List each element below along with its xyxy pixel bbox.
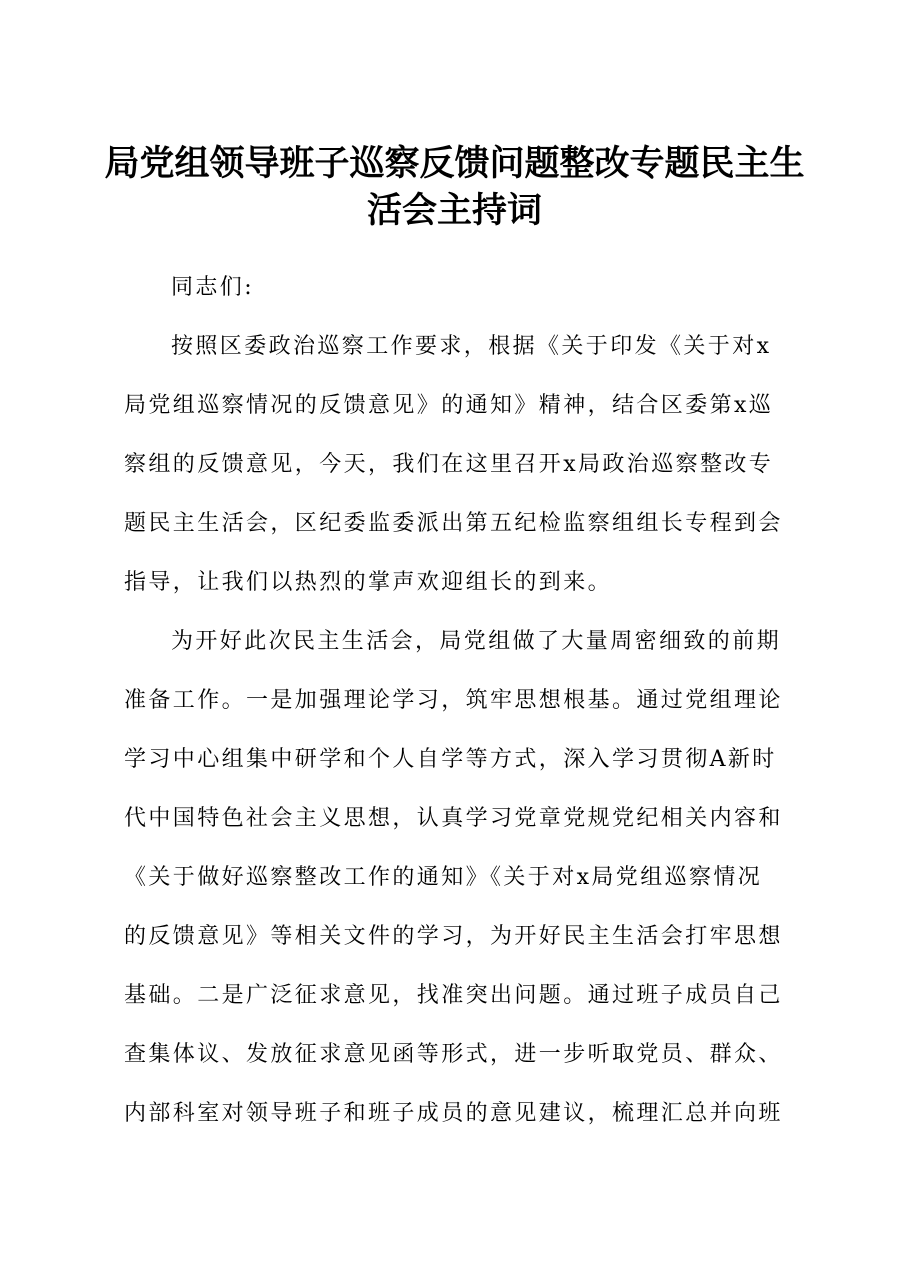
paragraph-1-line-5: 指导，让我们以热烈的掌声欢迎组长的到来。 — [124, 570, 613, 595]
paragraph-2-line-4: 代中国特色社会主义思想，认真学习党章党规党纪相关内容和 — [124, 806, 783, 831]
paragraph-2-line-5: 《关于做好巡察整改工作的通知》《关于对x局党组巡察情况 — [124, 865, 763, 890]
paragraph-2-line-1: 为开好此次民主生活会，局党组做了大量周密细致的前期 — [171, 629, 782, 654]
paragraph-2-line-9: 内部科室对领导班子和班子成员的意见建议，梳理汇总并向班 — [124, 1101, 783, 1126]
title-line-1: 局党组领导班子巡察反馈问题整改专题民主生 — [104, 143, 805, 184]
paragraph-1-line-1: 按照区委政治巡察工作要求，根据《关于印发《关于对x — [171, 334, 772, 359]
title-line-2: 活会主持词 — [366, 190, 542, 231]
salutation: 同志们: — [171, 275, 255, 300]
document-title — [100, 140, 809, 234]
paragraph-1-line-4: 题民主生活会，区纪委监委派出第五纪检监察组组长专程到会 — [124, 511, 783, 536]
paragraph-2-line-7: 基础。二是广泛征求意见，找准突出问题。通过班子成员自己 — [124, 983, 783, 1008]
paragraph-2-line-2: 准备工作。一是加强理论学习，筑牢思想根基。通过党组理论 — [124, 688, 783, 713]
paragraph-1-line-3: 察组的反馈意见，今天，我们在这里召开x局政治巡察整改专 — [124, 452, 774, 477]
paragraph-2-line-8: 查集体议、发放征求意见函等形式，进一步听取党员、群众、 — [124, 1042, 783, 1067]
document-body — [124, 258, 786, 1143]
paragraph-1-line-2: 局党组巡察情况的反馈意见》的通知》精神，结合区委第x巡 — [124, 393, 774, 418]
paragraph-2-line-6: 的反馈意见》等相关文件的学习，为开好民主生活会打牢思想 — [124, 924, 783, 949]
paragraph-2-line-3: 学习中心组集中研学和个人自学等方式，深入学习贯彻A新时 — [124, 747, 777, 772]
